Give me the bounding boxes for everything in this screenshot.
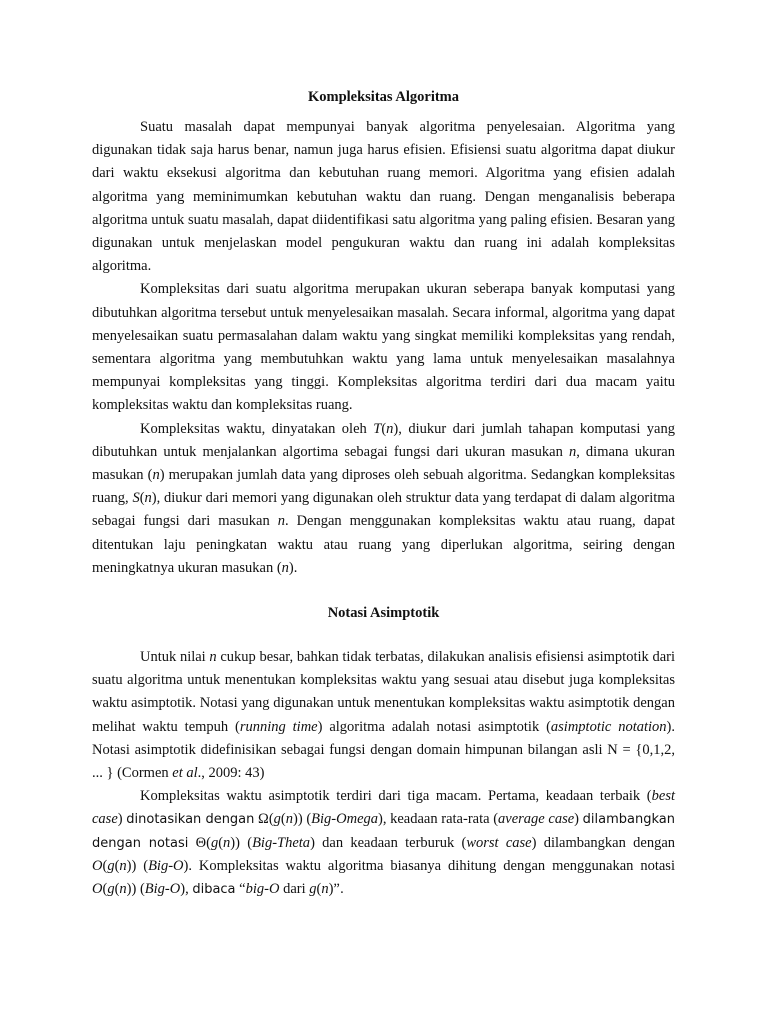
text-run: ( — [139, 490, 145, 507]
text-run: )” — [328, 881, 340, 898]
italic-run: best case — [92, 788, 675, 828]
italic-run: n — [119, 857, 127, 874]
italic-run: g — [309, 881, 317, 898]
text-run: , dimana ukuran masukan ( — [92, 443, 675, 484]
italic-run: n — [209, 649, 217, 666]
text-run: )) ( — [230, 834, 253, 851]
italic-run: n — [386, 420, 394, 437]
text-run: ( — [102, 857, 108, 874]
italic-run: n — [119, 881, 127, 898]
italic-run: g — [273, 811, 281, 828]
italic-run: Big-O — [144, 881, 181, 898]
document-page — [92, 84, 675, 901]
italic-run: Big-Theta — [252, 834, 311, 851]
text-run: ). — [288, 559, 298, 576]
italic-run: T — [373, 420, 382, 437]
italic-run: n — [568, 443, 577, 460]
italic-run: n — [321, 881, 329, 898]
italic-run: n — [223, 834, 231, 851]
text-run: dari — [279, 881, 310, 898]
text-run: Θ( — [188, 834, 211, 851]
text-run: )) ( — [126, 881, 145, 898]
italic-run: g — [107, 881, 115, 898]
paragraph-5 — [92, 785, 675, 901]
text-run: ) algoritma adalah notasi asimptotik ( — [317, 718, 551, 735]
text-run: ( — [381, 420, 387, 437]
italic-run: running time — [239, 718, 318, 735]
italic-run: n — [277, 513, 285, 530]
italic-run: Big-Omega — [311, 811, 378, 828]
text-run: ., 2009: 43) — [197, 765, 265, 782]
paragraph-2: Kompleksitas dari suatu algoritma merupakan ukuran seberapa banyak komputasi yang dibutuhkan algoritma tersebut untuk menyelesaikan masalah. Secara informal, algoritma yang dapat menyelesaikan suatu permasalahan dalam waktu yang singkat memiliki kompleksitas yang rendah, sementara algoritma yang membutuhkan waktu yang lama untuk menyelesaikan masalahnya mempunyai kompleksitas yang tinggi. Kompleksitas algoritma terdiri dari dua macam yaitu kompleksitas waktu dan kompleksitas ruang. — [92, 281, 675, 414]
sans-run: dilambangkan dengan notasi — [92, 812, 675, 851]
text-run: . Dengan menggunakan kompleksitas waktu atau ruang, dapat ditentukan laju peningkatan waktu atau ruang yang diperlukan algoritma, seiring dengan meningkatnya ukuran masukan ( — [92, 513, 675, 576]
paragraph-3 — [92, 418, 675, 580]
text-run: Kompleksitas waktu asimptotik terdiri dari tiga macam. Pertama, keadaan terbaik ( — [140, 788, 652, 805]
sans-run: . — [339, 882, 344, 898]
sans-run: dibaca — [192, 882, 236, 898]
text-run: ), diukur dari memori yang digunakan oleh struktur data yang terdapat di dalam algoritma sebagai fungsi dari masukan — [92, 490, 675, 530]
paragraph-1: Suatu masalah dapat mempunyai banyak algoritma penyelesaian. Algoritma yang digunakan tidak saja harus benar, namun juga harus efisien. Efisiensi suatu algoritma dapat diukur dari waktu eksekusi algoritma dan kebutuhan ruang memori. Algoritma yang efisien adalah algoritma yang meminimumkan kebutuhan waktu dan ruang. Dengan menganalisis beberapa algoritma untuk suatu masalah, dapat diidentifikasi satu algoritma yang paling efisien. Besaran yang digunakan untuk menjelaskan model pengukuran waktu dan ruang ini adalah kompleksitas algoritma. — [92, 119, 675, 275]
text-run: ( — [114, 881, 120, 898]
text-run: ( — [218, 834, 224, 851]
italic-run: n — [144, 490, 152, 507]
text-run: ), keadaan rata-rata ( — [378, 811, 499, 828]
text-run: cukup besar, bahkan tidak terbatas, dilakukan analisis efisiensi asimptotik dari suatu algoritma untuk menentukan kompleksitas waktu yang sesuai atau disebut juga kompleksitas waktu asimptotik. Notasi yang digunakan untuk menentukan kompleksitas waktu asimptotik dengan melihat waktu tempuh ( — [92, 649, 676, 735]
text-run: ) — [117, 811, 127, 828]
italic-run: g — [210, 834, 219, 851]
text-run: ), — [180, 881, 193, 898]
section-title-notasi: Notasi Asimptotik — [327, 605, 440, 622]
text-run: ) dilambangkan dengan — [531, 834, 676, 851]
italic-run: g — [107, 857, 115, 874]
text-run: “ — [235, 881, 246, 898]
text-run: ( — [114, 857, 120, 874]
text-run: ( — [316, 881, 322, 898]
italic-run: n — [281, 559, 289, 576]
italic-run: average case — [498, 811, 575, 828]
text-run: ). Notasi asimptotik didefinisikan sebagai fungsi dengan domain himpunan bilangan asli N = {0,1,2, ... } (Cormen — [92, 718, 675, 782]
italic-run: n — [285, 811, 293, 828]
italic-run: asimptotic notation — [550, 718, 667, 735]
text-run: )) ( — [126, 857, 149, 874]
italic-run: O — [92, 857, 103, 874]
text-run: ) — [574, 811, 583, 828]
italic-run: O — [92, 881, 103, 898]
text-run: Ω( — [254, 811, 274, 828]
italic-run: S — [132, 490, 140, 507]
italic-run: n — [152, 467, 160, 484]
text-run: ( — [280, 811, 286, 828]
text-run: Kompleksitas waktu, dinyatakan oleh — [140, 420, 374, 437]
sans-run: dinotasikan dengan — [126, 812, 255, 828]
section-title-kompleksitas: Kompleksitas Algoritma — [307, 89, 460, 105]
italic-run: big-O — [245, 881, 280, 898]
text-run: ) merupakan jumlah data yang diproses oleh sebuah algoritma. Sedangkan kompleksitas ruang, — [92, 467, 675, 507]
text-run: ( — [102, 881, 108, 898]
text-run: ). Kompleksitas waktu algoritma biasanya dihitung dengan menggunakan notasi — [183, 857, 675, 874]
italic-run: Big-O — [148, 857, 184, 874]
text-run: ), diukur dari jumlah tahapan komputasi yang dibutuhkan untuk menjalankan algortima sebagai fungsi dari ukuran masukan — [92, 420, 675, 460]
text-run: ) dan keadaan terburuk ( — [310, 834, 467, 851]
paragraph-4 — [92, 646, 675, 785]
italic-run: et al — [172, 765, 198, 782]
text-run: Untuk nilai — [140, 649, 210, 666]
italic-run: worst case — [466, 834, 532, 851]
text-run: )) ( — [293, 811, 312, 828]
